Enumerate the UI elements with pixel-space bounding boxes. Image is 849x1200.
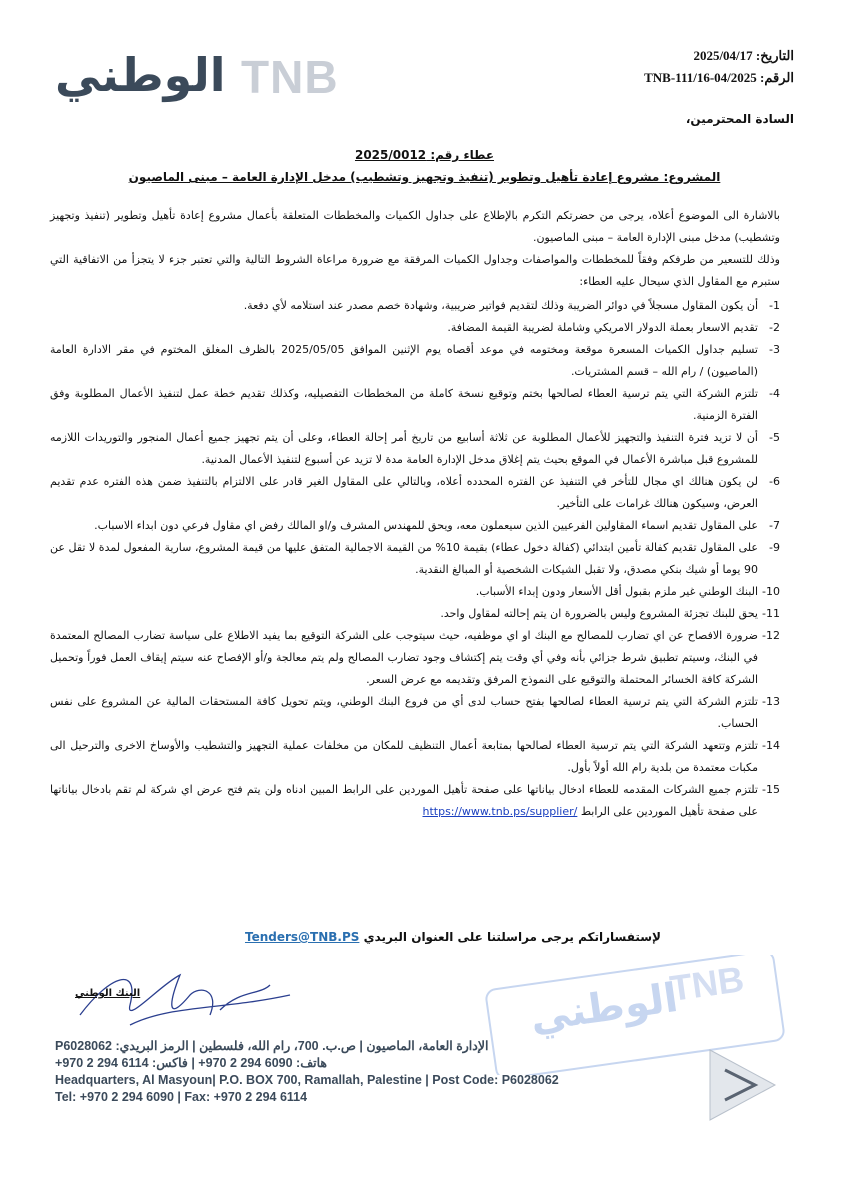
condition-item: 1- أن يكون المقاول مسجلاً في دوائر الضريبة وذلك لتقديم فواتير ضريبية، وشهادة خصم مصدر عند استلامه لأي دفعة.: [243, 299, 780, 312]
condition-item: 10- البنك الوطني غير ملزم بقبول أقل الأسعار ودون إبداء الأسباب.: [475, 585, 780, 598]
bank-logo: [55, 40, 339, 110]
stamp-arabic: الوطني: [527, 974, 681, 1042]
condition-item: 4- تلتزم الشركة التي يتم ترسية العطاء لصالحها بختم وتوقيع نسخة كاملة من المخططات التفصيليه، وكذلك تقديم خطة عمل لتنفيذ الأعمال المطلوبة وفق الفترة الزمنية.: [50, 387, 780, 422]
intro-paragraph: وذلك للتسعير من طرفكم وفقاً للمخططات والمواصفات وجداول الكميات المرفقة مع ضرورة مراعاة الشروط التالية والتي تعتبر جزء لا يتجزأ من الاتفاقية التي ستبرم مع المقاول الذي سيحال عليه العطاء:: [50, 253, 780, 288]
logo-arabic: الوطني: [55, 48, 226, 102]
letter-date: التاريخ: 2025/04/17: [693, 48, 794, 63]
footer-phone-english: Tel: +970 2 294 6090 | Fax: +970 2 294 6114: [55, 1090, 308, 1104]
signature-label: البنك الوطني: [75, 988, 141, 999]
tender-number: عطاء رقم: 2025/0012: [354, 148, 495, 162]
stamp-english: TNB: [667, 958, 747, 1009]
footer-phone-arabic: هاتف: 6090 294 2 970+ | فاكس: 6114 294 2 970+: [55, 1056, 328, 1070]
footer-address-arabic: الإدارة العامة، الماصيون | ص.ب. 700، رام الله، فلسطين | الرمز البريدي: P6028062: [55, 1039, 489, 1053]
tender-email-link[interactable]: Tenders@TNB.PS: [244, 930, 360, 944]
play-shape-icon: [690, 1040, 790, 1130]
letter-reference: الرقم: TNB-111/16-04/2025: [644, 70, 794, 85]
condition-item: 3- تسليم جداول الكميات المسعرة موقعة ومختومه في موعد أقصاه يوم الإثنين الموافق 2025/05/05 بالظرف المغلق المختوم في مقر الادارة العامة (الماصيون) / رام الله – قسم المشتريات.: [50, 343, 780, 378]
condition-item: 9- على المقاول تقديم كفالة تأمين ابتدائي (كفالة دخول عطاء) بقيمة 10% من القيمة الاجمالية المتفق عليها من قيمة المشروع، سارية المفعول لمدة لا تقل عن 90 يوما أو شيك بنكي مصدق، ولا تقبل الشيكات الشخصية أو المبالغ النقدية.: [50, 541, 780, 576]
condition-item: 5- أن لا تزيد فترة التنفيذ والتجهيز للأعمال المطلوبة عن ثلاثة أسابيع من تاريخ أمر إحالة العطاء، وعلى أن يتم تجهيز جميع أعمال المنجور والتوريدات اللازمه للمشروع قبل مباشرة الأعمال في الموقع بحيث يتم إغلاق مدخل الإدارة العامة مدة لا تزيد عن أسبوع لتنفيذ الأعمال المدنية.: [50, 431, 780, 466]
inquiry-line: [245, 930, 661, 944]
condition-item: 12- ضرورة الافصاح عن اي تضارب للمصالح مع البنك او اي موظفيه، حيث سيتوجب على الشركة التوقيع بما يفيد الاطلاع على سياسة تضارب المصالح المعتمدة في البنك، وسيتم تطبيق شرط جزائي بأنه وفي أي وقت يتم إكتشاف وجود تضارب المصالح ولم يتم معالجة و/أو الإفصاح عنه سيتم إيقاف العمل فوراً وتحميل الشركة كافة الخسائر المحتملة والتوقيع على النموذج المرفق وتقديمه مع عرض السعر.: [50, 629, 780, 686]
condition-item: 13- تلتزم الشركة التي يتم ترسية العطاء لصالحها بفتح حساب لدى أي من فروع البنك الوطني، ويتم تحويل كافة المستحقات المالية عن المشروع على نفس الحساب.: [50, 695, 780, 730]
condition-item: 7- على المقاول تقديم اسماء المقاولين الفرعيين الذين سيعملون معه، ويحق للمهندس المشرف و/او المالك رفض اي مقاول فرعي دون ابداء الاسباب.: [94, 519, 780, 532]
intro-paragraph: بالاشارة الى الموضوع أعلاه، يرجى من حضرتكم التكرم بالإطلاع على جداول الكميات والمخططات المتعلقة بأعمال مشروع إعادة تأهيل وتطوير (تنفيذ وتجهيز وتشطيب) مدخل مبنى الإدارة العامة – مبنى الماصيون.: [50, 209, 780, 244]
salutation: السادة المحترمين،: [685, 112, 794, 126]
condition-item: 15- تلتزم جميع الشركات المقدمه للعطاء ادخال بياناتها على صفحة تأهيل الموردين على الرابط المبين ادناه ولن يتم فتح عرض اي شركة لم تقم بادخال بياناتها على صفحة تأهيل الموردين على الرابط https://www.tnb.ps/supplier/: [50, 783, 780, 818]
logo-english: TNB: [241, 51, 339, 103]
footer: [55, 1038, 655, 1106]
letter-body: [50, 205, 780, 823]
supplier-link[interactable]: https://www.tnb.ps/supplier/: [422, 805, 578, 818]
inquiry-text: لإستفساراتكم يرجى مراسلتنا على العنوان البريدي: [363, 930, 661, 944]
condition-item: 6- لن يكون هنالك اي مجال للتأخر في التنفيذ عن الفتره المحدده أعلاه، وبالتالي على المقاول الغير قادر على الالتزام بالتنفيذ ضمن هذه الفتره عدم تقديم العرض، وسيكون هنالك غرامات على التأخير.: [50, 475, 780, 510]
condition-item: 14- تلتزم وتتعهد الشركة التي يتم ترسية العطاء لصالحها بمتابعة أعمال التنظيف للمكان من مخلفات عملية التجهيز والتشطيب والأوساخ الاخرى والترحيل الى مكبات معتمدة من بلدية رام الله أولاً بأول.: [50, 739, 780, 774]
project-title: المشروع: مشروع إعادة تأهيل وتطوير (تنفيذ وتجهيز وتشطيب) مدخل الإدارة العامة – مبنى الماصيون: [128, 170, 721, 184]
condition-item: 11- يحق للبنك تجزئة المشروع وليس بالضرورة ان يتم إحالته لمقاول واحد.: [440, 607, 780, 620]
condition-item: 2- تقديم الاسعار بعملة الدولار الامريكي وشاملة لضريبة القيمة المضافة.: [447, 321, 780, 334]
footer-address-english: Headquarters, Al Masyoun| P.O. BOX 700, Ramallah, Palestine | Post Code: P6028062: [55, 1073, 559, 1087]
